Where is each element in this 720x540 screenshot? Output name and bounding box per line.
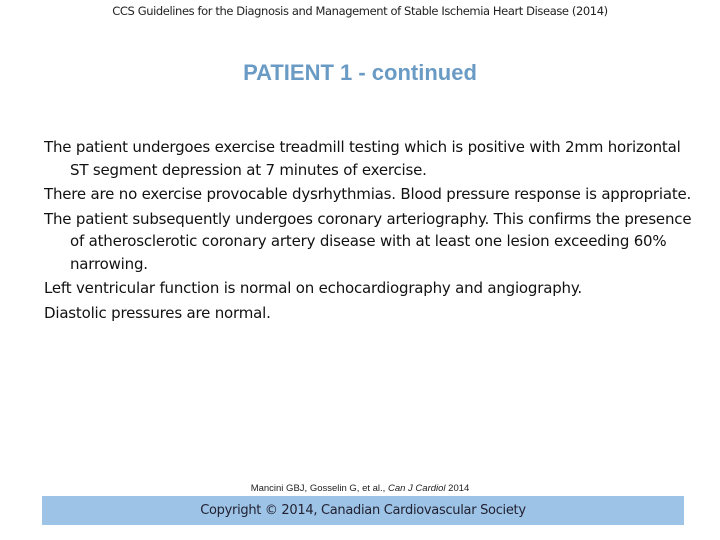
paragraph: The patient undergoes exercise treadmill testing which is positive with 2mm horizontal ST segment depression at 7 minutes of exercise. [44, 138, 681, 179]
slide-body [44, 136, 694, 326]
paragraph: The patient subsequently undergoes coronary arteriography. This confirms the presence of atherosclerotic coronary artery disease with at least one lesion exceeding 60% narrowing. [44, 209, 692, 273]
paragraph: There are no exercise provocable dysrhythmias. Blood pressure response is appropriate. [44, 185, 692, 203]
paragraph: Diastolic pressures are normal. [44, 303, 271, 322]
citation-journal: Can J Cardiol [387, 483, 446, 494]
citation-year: 2014 [445, 483, 470, 494]
citation [0, 483, 720, 494]
slide-header: CCS Guidelines for the Diagnosis and Management of Stable Ischemia Heart Disease (2014) [112, 4, 608, 18]
paragraph: Left ventricular function is normal on echocardiography and angiography. [44, 279, 582, 297]
slide-title: PATIENT 1 - continued [243, 60, 477, 85]
citation-authors: Mancini GBJ, Gosselin G, et al., [250, 483, 388, 494]
copyright-footer: Copyright © 2014, Canadian Cardiovascular Society [42, 496, 684, 525]
